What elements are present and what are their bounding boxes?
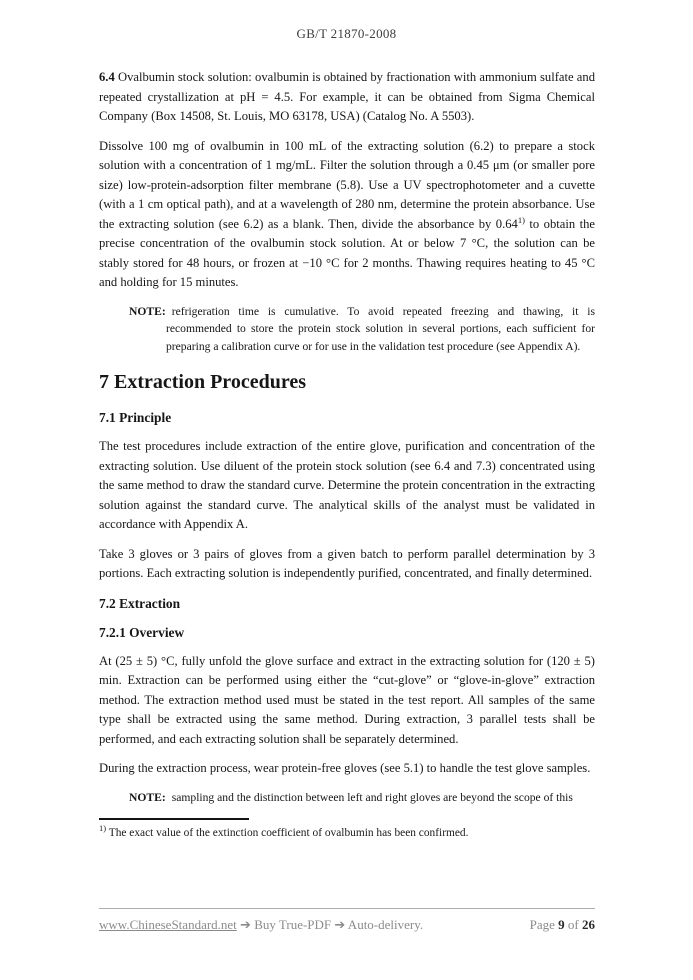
paragraph-stock-preparation xyxy=(99,137,595,293)
document-code: GB/T 21870-2008 xyxy=(296,26,397,41)
note-label: NOTE: xyxy=(129,304,166,318)
subsection-heading-overview: 7.2.1 Overview xyxy=(99,624,185,640)
page-number: 9 xyxy=(558,917,565,932)
footnote-marker: 1) xyxy=(99,823,107,834)
paragraph-parallel-determination: Take 3 gloves or 3 pairs of gloves from a given batch to perform parallel determination by 3 portions. Each extracting solution is independently purified, concentrated, and finally determined. xyxy=(99,546,595,580)
note-text: sampling and the distinction between left and right gloves are beyond the scope of this xyxy=(171,790,573,804)
paragraph-principle: The test procedures include extraction of the entire glove, purification and concentration of the extracting solution. Use diluent of the protein stock solution (see 6.4 and 7.3) concentrated using the same method to draw the standard curve. Determine the protein concentration in the extracting solution against the standard curve. The analytical skills of the analyst must be validated in accordance with Appendix A. xyxy=(99,439,595,531)
section-heading-extraction-procedures: 7 Extraction Procedures xyxy=(99,371,307,393)
footnote-text xyxy=(99,823,595,841)
page-header xyxy=(0,26,693,42)
paragraph-ovalbumin-stock xyxy=(99,68,595,127)
page-indicator xyxy=(530,917,595,933)
chinesestandard-link[interactable]: www.ChineseStandard.net xyxy=(99,917,237,932)
paragraph-text: Dissolve 100 mg of ovalbumin in 100 mL of the extracting solution (6.2) to prepare a stock solution with a concentration of 1 mg/mL. Filter the solution through a 0.45 μm (or smaller pore size) low-protein-adsorption filter membrane (5.8). Use a UV spectrophotometer and a cuvette (with a 1 cm optical path), and at a wavelength of 280 nm, determine the protein absorbance. Use the extracting solution (see 6.2) as a blank. Then, divide the absorbance by 0.64 xyxy=(99,138,595,231)
paragraph-protein-free-gloves: During the extraction process, wear protein-free gloves (see 5.1) to handle the test glove samples. xyxy=(99,761,591,775)
document-body xyxy=(99,68,595,841)
subsection-heading-principle: 7.1 Principle xyxy=(99,410,172,425)
note-refrigeration xyxy=(129,303,595,356)
paragraph-text: to obtain the precise concentration of the ovalbumin stock solution. At or below 7 °C, the solution can be stably stored for 48 hours, or frozen at −10 °C for 2 months. Thawing requires heating to 45 °C and holding for 15 minutes. xyxy=(99,216,595,289)
note-text: refrigeration time is cumulative. To avoid repeated freezing and thawing, it is recommended to store the protein stock solution in several portions, each sufficient for preparing a calibration curve or for use in the validation test procedure (see Appendix A). xyxy=(166,304,595,353)
footer-branding xyxy=(99,917,423,933)
paragraph-text: Ovalbumin stock solution: ovalbumin is obtained by fractionation with ammonium sulfate and repeated crystallization at pH = 4.5. For example, it can be obtained from Sigma Chemical Company (Box 14508, St. Louis, MO 63178, USA) (Catalog No. A 5503). xyxy=(99,70,595,123)
footnote-body: The exact value of the extinction coefficient of ovalbumin has been confirmed. xyxy=(106,827,469,839)
footnote-reference: 1) xyxy=(517,214,525,225)
page-word: Page xyxy=(529,917,555,932)
subsection-heading-extraction: 7.2 Extraction xyxy=(99,595,181,611)
total-pages: 26 xyxy=(582,917,595,932)
page-footer xyxy=(99,908,595,933)
of-word: of xyxy=(567,917,579,932)
footnote-separator xyxy=(99,818,249,820)
footnote-area xyxy=(99,818,595,841)
note-label: NOTE: xyxy=(129,790,166,804)
note-sampling xyxy=(129,789,595,807)
paragraph-overview: At (25 ± 5) °C, fully unfold the glove surface and extract in the extracting solution for (120 ± 5) min. Extraction can be performed using either the “cut-glove” or “glove-in-glove” extraction method. The extraction method used must be stated in the test report. All samples of the same type shall be extracted using the same method. During extraction, 3 parallel tests shall be performed, and each extracting solution shall be separately determined. xyxy=(99,653,595,746)
footer-tagline: ➔ Buy True-PDF ➔ Auto-delivery. xyxy=(236,917,424,932)
clause-number-6-4: 6.4 xyxy=(99,70,115,84)
